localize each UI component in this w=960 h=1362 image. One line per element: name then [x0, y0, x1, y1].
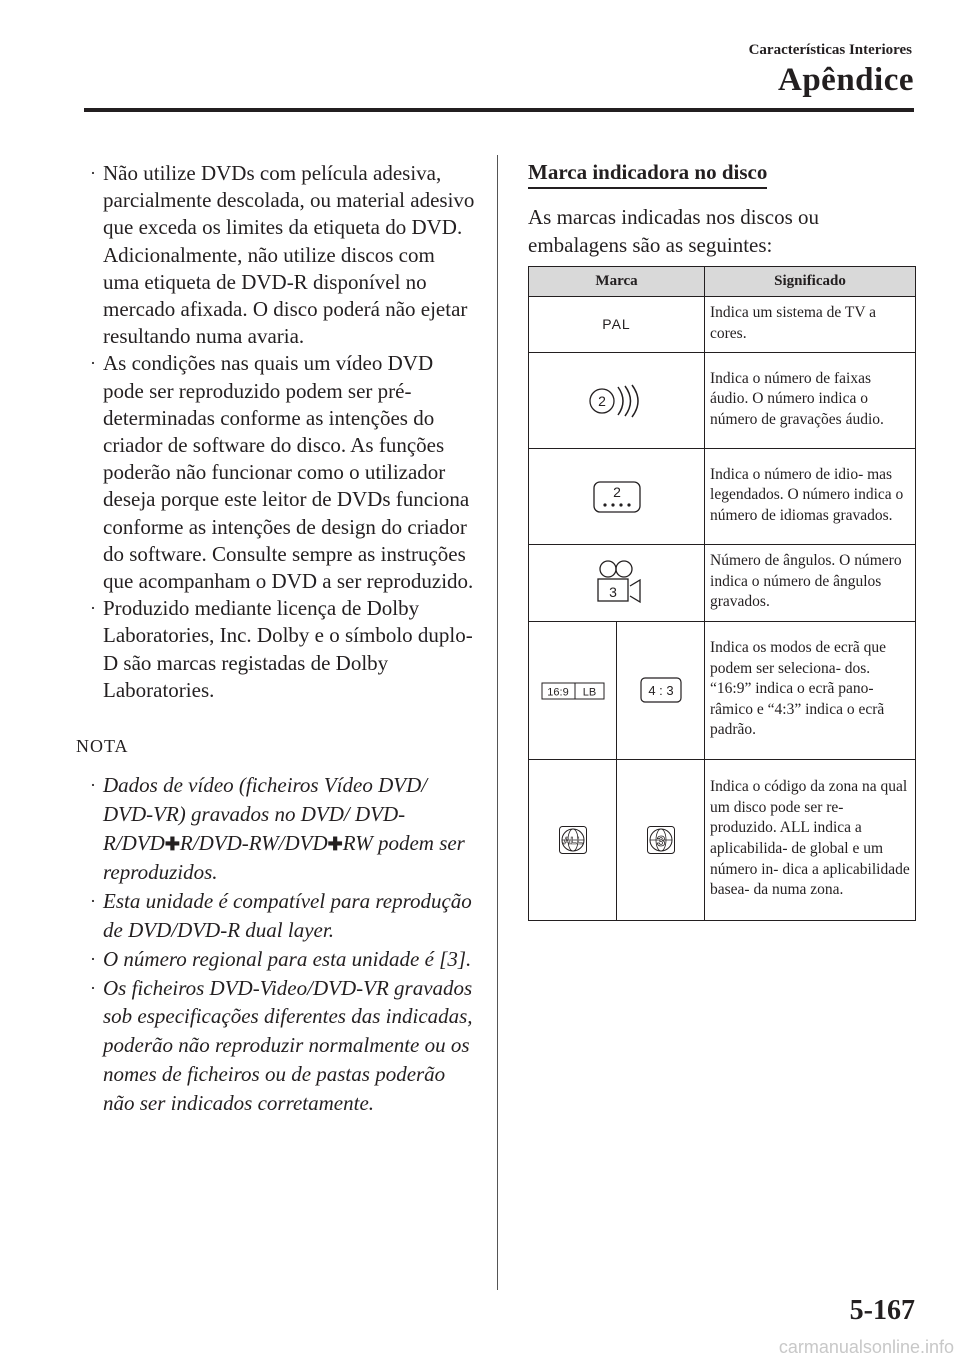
- subtitles-icon: [592, 480, 642, 514]
- desc-cell: Indica um sistema de TV a cores.: [705, 297, 916, 353]
- table-row: [529, 759, 916, 920]
- audio-tracks-number: 2: [597, 392, 606, 409]
- subtitles-number: 2: [612, 483, 621, 500]
- bullet-item: [76, 160, 476, 350]
- region-all-text: ALL: [562, 835, 583, 847]
- bullet-dot: ·: [90, 977, 96, 998]
- ratio-16-9-text: 16:9: [546, 686, 569, 699]
- mark-cell: [529, 449, 705, 545]
- region-number-text: 3: [656, 832, 665, 850]
- desc-cell: Número de ângulos. O número indica o número de ângulos gravados.: [705, 545, 916, 622]
- desc-cell: Indica o número de faixas áudio. O número indica o número de gravações áudio.: [705, 353, 916, 449]
- nota-text-part: RW podem ser reproduzidos.: [103, 830, 465, 885]
- bullet-text: As condições nas quais um vídeo DVD pode ser reproduzido podem ser pré-determinadas conforme as intenções do criador de software do disco. As funções poderão não funcionar como o utilizador deseja porque este leitor de DVDs funciona conforme as intenções de design do criador do software. Consulte sempre as instruções que acompanham o DVD a ser reproduzido.: [103, 351, 474, 594]
- bullet-text: Não utilize DVDs com película adesiva, parcialmente descolada, ou material adesivo que exceda os limites da etiqueta do DVD. Adicionalmente, não utilize discos com uma etiqueta de DVD-R disponível no mercado afixada. O disco poderá não ejetar resultando numa avaria.: [103, 161, 475, 349]
- region-code-icon: [646, 825, 676, 855]
- mark-cell: [529, 621, 617, 759]
- nota-item: [76, 887, 476, 945]
- left-column: [76, 160, 476, 1118]
- table-row: [529, 297, 916, 353]
- nota-text: Esta unidade é compatível para reprodução de DVD/DVD-R dual layer.: [103, 889, 472, 943]
- bullet-item: [76, 595, 476, 704]
- header-rule: [84, 108, 914, 112]
- desc-cell: Indica o número de idio- mas legendados. O número indica o número de idiomas gravados.: [705, 449, 916, 545]
- disc-marks-table: [528, 266, 916, 921]
- mark-cell: [529, 353, 705, 449]
- mark-cell: [617, 759, 705, 920]
- running-header-section: Características Interiores: [748, 42, 912, 58]
- header-meaning: Significado: [705, 267, 916, 297]
- table-row: [529, 353, 916, 449]
- intro-text: As marcas indicadas nos discos ou embalagens são as seguintes:: [528, 205, 820, 257]
- mark-cell: [529, 545, 705, 622]
- table-row: [529, 621, 916, 759]
- right-column: [528, 160, 914, 259]
- column-divider: [497, 155, 498, 1290]
- standard-4-3-icon: [639, 676, 683, 704]
- nota-text-part: Dados de vídeo (ficheiros Vídeo DVD/ DVD-VR) gravados no DVD/ DVD-R/DVD: [103, 773, 428, 855]
- region-all-icon: [558, 825, 588, 855]
- nota-heading: NOTA: [76, 736, 129, 757]
- desc-cell: Indica o código da zona na qual um disco pode ser re- produzido. ALL indica a aplicabilida- de global e um número in- dica a aplicabilidade basea- da numa zona.: [705, 759, 916, 920]
- bullet-list: [76, 160, 476, 704]
- section-title: Marca indicadora no disco: [528, 160, 767, 189]
- nota-text: Os ficheiros DVD-Video/DVD-VR gravados sob especificações diferentes das indicadas, poderão não reproduzir normalmente ou os nomes de ficheiros ou de pastas poderão não ser indicados corretamente.: [103, 975, 473, 1115]
- page-number: 5-167: [849, 1295, 915, 1326]
- camera-angle-icon: [590, 559, 644, 607]
- bullet-dot: ·: [90, 775, 96, 796]
- mark-cell: [617, 621, 705, 759]
- lb-text: LB: [582, 686, 596, 699]
- angles-number: 3: [608, 584, 617, 601]
- plus-icon: ✚: [327, 833, 343, 854]
- bullet-dot: ·: [90, 598, 96, 619]
- bullet-dot: ·: [90, 948, 96, 969]
- mark-cell: [529, 297, 705, 353]
- header-mark: Marca: [529, 267, 705, 297]
- nota-list: [76, 771, 476, 1118]
- running-header-chapter: Apêndice: [778, 62, 914, 98]
- table-row: [529, 545, 916, 622]
- nota-item: [76, 771, 476, 887]
- nota-text: O número regional para esta unidade é [3].: [103, 946, 472, 971]
- plus-icon: ✚: [164, 833, 180, 854]
- table-row: [529, 449, 916, 545]
- nota-item: [76, 974, 476, 1118]
- bullet-dot: ·: [90, 891, 96, 912]
- nota-item: [76, 945, 476, 974]
- audio-tracks-icon: [587, 381, 647, 421]
- watermark: carmanualsonline.info: [778, 1337, 954, 1357]
- bullet-item: [76, 350, 476, 595]
- bullet-dot: ·: [90, 353, 96, 374]
- table-header-row: [529, 267, 916, 297]
- bullet-dot: ·: [90, 163, 96, 183]
- pal-mark: PAL: [602, 315, 631, 332]
- bullet-text: Produzido mediante licença de Dolby Laboratories, Inc. Dolby e o símbolo duplo-D são marcas registadas de Dolby Laboratories.: [103, 596, 473, 702]
- ratio-4-3-text: 4 : 3: [647, 683, 674, 699]
- nota-text-part: R/DVD-RW/DVD: [179, 830, 328, 855]
- desc-cell: Indica os modos de ecrã que podem ser seleciona- dos. “16:9” indica o ecrã pano- râmico e “4:3” indica o ecrã padrão.: [705, 621, 916, 759]
- widescreen-lb-icon: [541, 682, 605, 700]
- mark-cell: [529, 759, 617, 920]
